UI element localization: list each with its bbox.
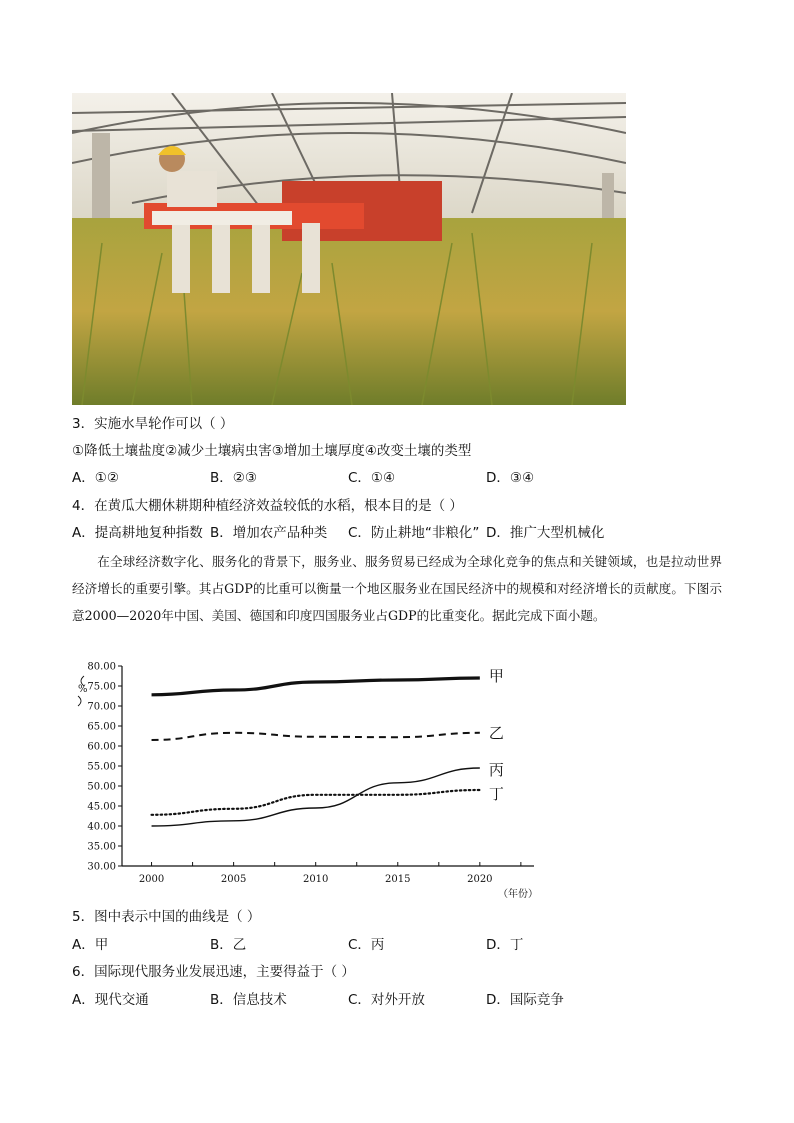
question-3-stem: 3．实施水旱轮作可以（ ） — [72, 416, 234, 432]
question-5-stem: 5．图中表示中国的曲线是（ ） — [72, 909, 261, 925]
x-tick-label: 2000 — [138, 874, 165, 885]
y-tick-label: 40.00 — [87, 821, 116, 833]
option-d[interactable]: D．国际竞争 — [486, 992, 564, 1008]
question-4-stem: 4．在黄瓜大棚休耕期种植经济效益较低的水稻，根本目的是（ ） — [72, 498, 463, 514]
option-c[interactable]: C．①④ — [348, 470, 396, 486]
x-tick-label: 2015 — [385, 874, 411, 885]
question-3-options — [72, 468, 632, 488]
option-a[interactable]: A．提高耕地复种指数 — [72, 525, 203, 541]
x-tick-label: 2010 — [302, 874, 329, 885]
option-c[interactable]: C．防止耕地“非粮化” — [348, 525, 480, 541]
series-label-2: 乙 — [488, 723, 504, 742]
y-tick-label: 55.00 — [87, 761, 116, 773]
question-6-options — [72, 990, 632, 1010]
y-tick-label: 80.00 — [87, 661, 116, 673]
option-d[interactable]: D．推广大型机械化 — [486, 525, 605, 541]
chart-axes — [78, 662, 538, 901]
option-b[interactable]: B．信息技术 — [210, 992, 287, 1008]
y-tick-label: 50.00 — [87, 781, 116, 793]
x-axis-label: （年份） — [498, 889, 538, 900]
y-label-paren-close — [78, 696, 81, 706]
option-b[interactable]: B．②③ — [210, 470, 257, 486]
option-a[interactable]: A．甲 — [72, 937, 109, 953]
question-4-options — [72, 523, 632, 543]
chart-series — [152, 667, 504, 826]
x-tick-label: 2020 — [467, 874, 493, 885]
option-a[interactable]: A．现代交通 — [72, 992, 149, 1008]
y-tick-label: 45.00 — [87, 801, 116, 813]
line-chart — [72, 656, 552, 906]
y-axis-label: % — [78, 684, 88, 695]
reading-passage: 在全球经济数字化、服务化的背景下，服务业、服务贸易已经成为全球化竞争的焦点和关键领域，也是拉动世界经济增长的重要引擎。其占GDP的比重可以衡量一个地区服务业在国民经济中的规模和对经济增长的贡献度。下图示意2000—2020年中国、美国、德国和印度四国服务业占GDP的比重变化。据此完成下面小题。 — [72, 554, 722, 623]
option-d[interactable]: D．③④ — [486, 470, 535, 486]
option-c[interactable]: C．对外开放 — [348, 992, 425, 1008]
greenhouse-rice-harvest-photo — [72, 93, 626, 405]
series-line-2 — [152, 733, 480, 740]
y-tick-label: 30.00 — [87, 861, 116, 873]
series-line-4 — [152, 790, 480, 815]
question-6-stem: 6．国际现代服务业发展迅速，主要得益于（ ） — [72, 964, 355, 980]
series-label-1: 甲 — [488, 667, 504, 685]
series-label-3: 丙 — [488, 761, 504, 779]
option-c[interactable]: C．丙 — [348, 937, 385, 953]
series-line-3 — [152, 768, 480, 826]
option-a[interactable]: A．①② — [72, 470, 119, 486]
series-label-4: 丁 — [488, 785, 504, 803]
y-tick-label: 65.00 — [87, 721, 116, 733]
y-tick-label: 35.00 — [87, 841, 116, 853]
service-gdp-share-chart — [72, 656, 552, 906]
y-tick-label: 70.00 — [87, 701, 116, 713]
y-tick-label: 60.00 — [87, 741, 116, 753]
photo-illustration — [72, 93, 626, 405]
series-line-1 — [152, 678, 480, 695]
option-b[interactable]: B．乙 — [210, 937, 247, 953]
y-tick-label: 75.00 — [87, 681, 116, 693]
option-d[interactable]: D．丁 — [486, 937, 524, 953]
question-5-options — [72, 935, 632, 955]
option-b[interactable]: B．增加农产品种类 — [210, 525, 328, 541]
question-3-statements: ①降低土壤盐度②减少土壤病虫害③增加土壤厚度④改变土壤的类型 — [72, 443, 472, 459]
x-tick-label: 2005 — [220, 874, 247, 885]
